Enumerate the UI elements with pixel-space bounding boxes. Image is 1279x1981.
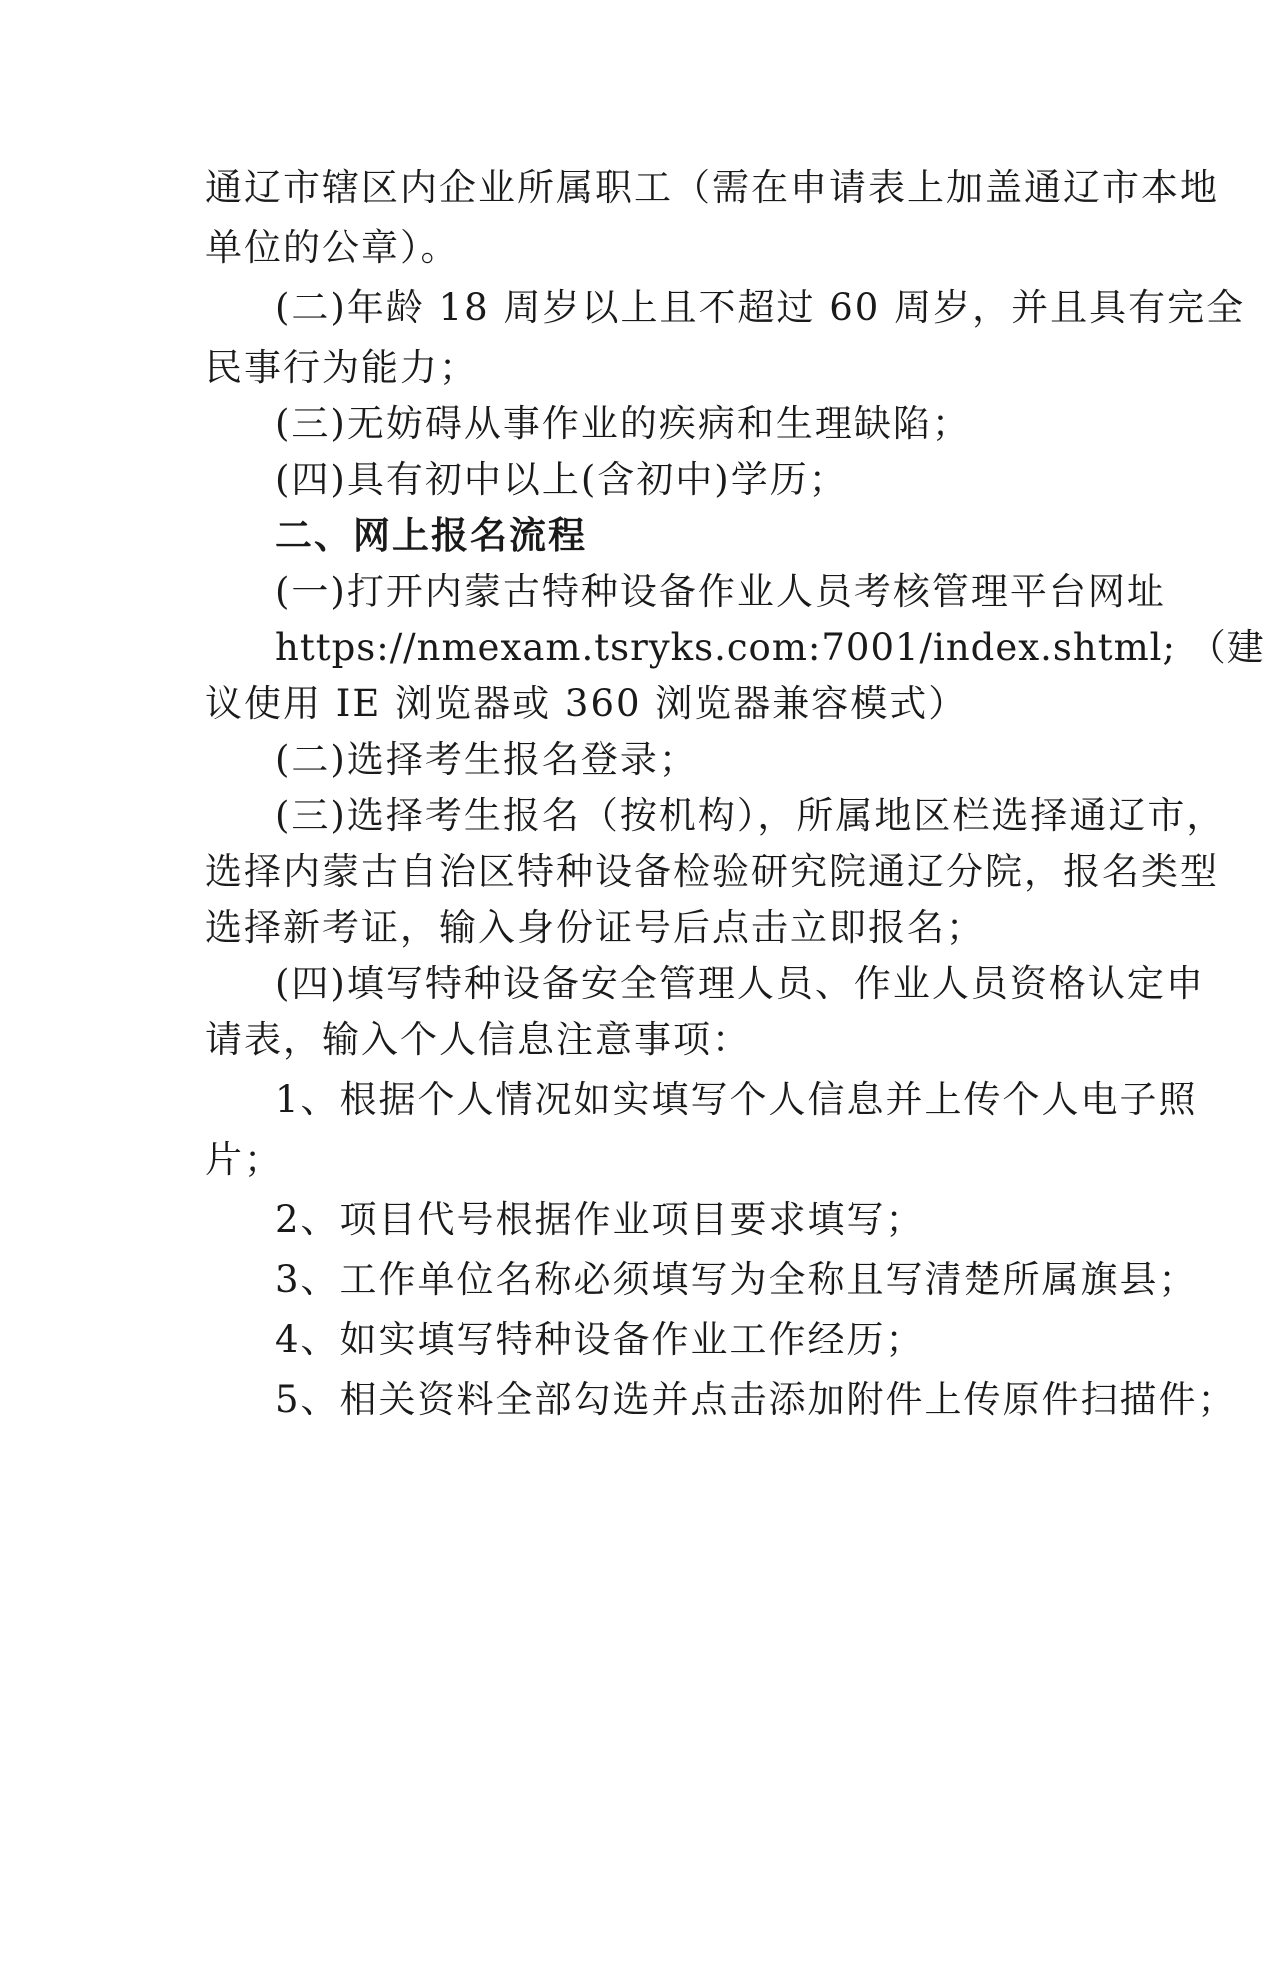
list-item-line: 1、根据个人情况如实填写个人信息并上传个人电子照 (275, 1078, 1198, 1121)
paragraph-line: 议使用 IE 浏览器或 360 浏览器兼容模式） (205, 682, 968, 725)
paragraph-line: (四)具有初中以上(含初中)学历； (275, 458, 848, 501)
section-heading: 二、网上报名流程 (275, 514, 587, 557)
list-item-line: 片； (205, 1138, 283, 1181)
paragraph-line: 单位的公章）。 (205, 226, 460, 269)
url-line: https://nmexam.tsryks.com:7001/index.shtml; （建 (275, 626, 1265, 669)
paragraph-line: 通辽市辖区内企业所属职工（需在申请表上加盖通辽市本地 (205, 166, 1219, 209)
paragraph-line: (三)无妨碍从事作业的疾病和生理缺陷； (275, 402, 971, 445)
paragraph-line: (二)年龄 18 周岁以上且不超过 60 周岁，并且具有完全 (275, 286, 1246, 329)
paragraph-line: (二)选择考生报名登录； (275, 738, 698, 781)
paragraph-line: 选择新考证，输入身份证号后点击立即报名； (205, 906, 985, 949)
list-item-line: 3、工作单位名称必须填写为全称且写清楚所属旗县； (275, 1258, 1198, 1301)
paragraph-line: 请表，输入个人信息注意事项： (205, 1018, 751, 1061)
list-item-line: 4、如实填写特种设备作业工作经历； (275, 1318, 925, 1361)
paragraph-line: (一)打开内蒙古特种设备作业人员考核管理平台网址 (275, 570, 1166, 613)
list-item-line: 2、项目代号根据作业项目要求填写； (275, 1198, 925, 1241)
paragraph-line: (四)填写特种设备安全管理人员、作业人员资格认定申 (275, 962, 1205, 1005)
list-item-line: 5、相关资料全部勾选并点击添加附件上传原件扫描件； (275, 1378, 1237, 1421)
paragraph-line: (三)选择考生报名（按机构），所属地区栏选择通辽市， (275, 794, 1226, 837)
paragraph-line: 选择内蒙古自治区特种设备检验研究院通辽分院，报名类型 (205, 850, 1219, 893)
paragraph-line: 民事行为能力； (205, 346, 478, 389)
